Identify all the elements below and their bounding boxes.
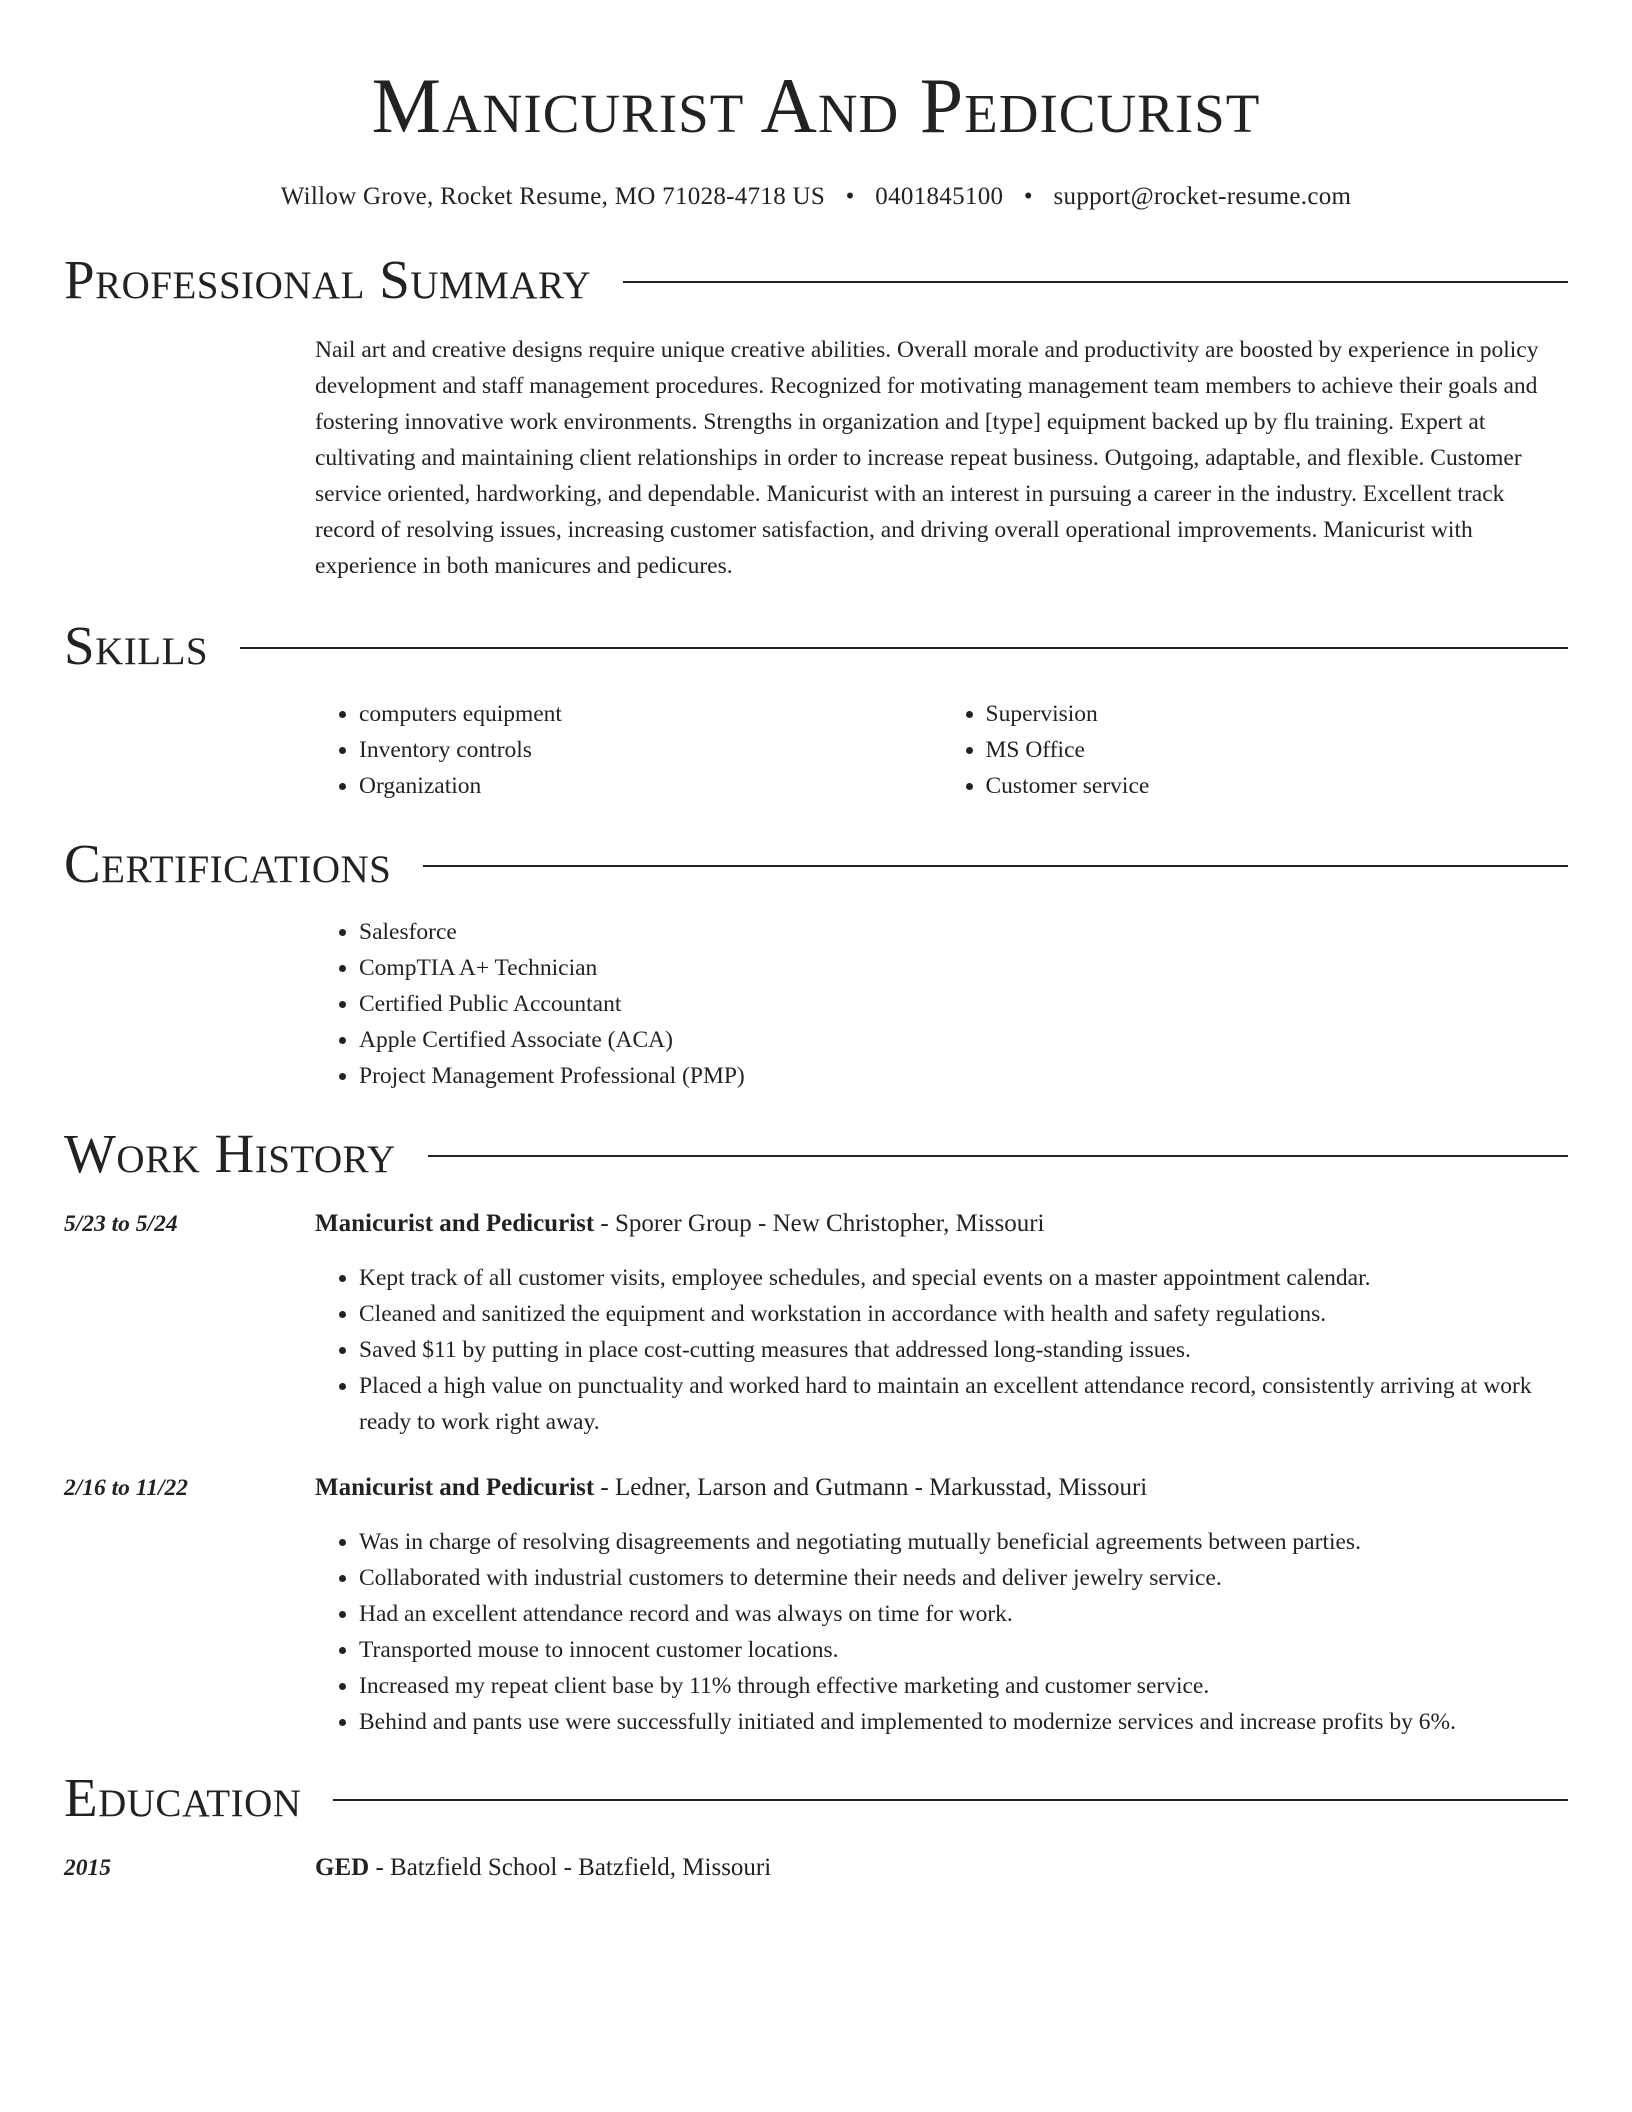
certification-item: • CompTIA A+ Technician [359,950,1568,986]
section-header [64,614,1568,678]
section-divider [428,1155,1568,1157]
job-duties [315,1524,1568,1740]
education-school: - Batzfield School - Batzfield, Missouri [369,1854,772,1881]
education-year: 2015 [64,1855,111,1881]
skills-heading: Skills [64,615,209,676]
section-header [64,832,1568,896]
skills-list-left [315,696,942,804]
contact-separator: • [1023,183,1033,210]
section-header [64,1766,1568,1830]
contact-email: support@rocket-resume.com [1053,183,1352,210]
section-divider [423,865,1568,867]
skill-item: • Organization [359,768,942,804]
job-details [315,1470,1568,1740]
certification-item: • Apple Certified Associate (ACA) [359,1022,1568,1058]
education-details [315,1850,1568,1886]
job-duty: • Collaborated with industrial customers to determine their needs and deliver jewelry service. [359,1560,1568,1596]
summary-text: Nail art and creative designs require unique creative abilities. Overall morale and productivity are boosted by experience in policy development and staff management procedures. Recognized for motivating management team members to achieve their goals and fostering innovative work environments. Strengths in organization and [type] equipment backed up by flu training. Expert at cultivating and maintaining client relationships in order to increase repeat business. Outgoing, adaptable, and flexible. Customer service oriented, hardworking, and dependable. Manicurist with an interest in pursuing a career in the industry. Excellent track record of resolving issues, increasing customer satisfaction, and driving overall operational improvements. Manicurist with experience in both manicures and pedicures. [315,337,1539,579]
job-duty: • Kept track of all customer visits, employee schedules, and special events on a master appointment calendar. [359,1260,1568,1296]
section-header [64,1122,1568,1186]
education-degree: GED [315,1854,370,1881]
job-heading [315,1206,1568,1242]
job-duties [315,1260,1568,1440]
job-dates: 5/23 to 5/24 [64,1211,178,1237]
skill-item: • Supervision [986,696,1569,732]
certifications-section [64,832,1568,1094]
skills-grid [315,696,1568,804]
job-employer: - Sporer Group - New Christopher, Missouri [594,1210,1045,1237]
job-entry [64,1206,1568,1440]
section-header [64,248,1568,312]
certifications-body [315,914,1568,1094]
job-employer: - Ledner, Larson and Gutmann - Markusstad, Missouri [594,1474,1148,1501]
candidate-name: Manicurist And Pedicurist [371,62,1261,149]
certifications-heading: Certifications [64,833,392,894]
skill-item: • Customer service [986,768,1569,804]
summary-section [64,248,1568,584]
job-heading [315,1470,1568,1506]
job-duty: • Was in charge of resolving disagreements and negotiating mutually beneficial agreements between parties. [359,1524,1568,1560]
job-duty: • Cleaned and sanitized the equipment and workstation in accordance with health and safety regulations. [359,1296,1568,1332]
certification-item: • Project Management Professional (PMP) [359,1058,1568,1094]
work-history-section [64,1122,1568,1740]
contact-line [64,180,1568,214]
job-duty: • Transported mouse to innocent customer locations. [359,1632,1568,1668]
summary-heading: Professional Summary [64,249,592,310]
education-section [64,1766,1568,1886]
education-heading: Education [64,1767,302,1828]
section-divider [623,281,1568,283]
contact-address: Willow Grove, Rocket Resume, MO 71028-4718 US [280,183,826,210]
job-duty: • Saved $11 by putting in place cost-cutting measures that addressed long-standing issues. [359,1332,1568,1368]
work-history-heading: Work History [64,1123,396,1184]
job-entry [64,1470,1568,1740]
certification-item: • Salesforce [359,914,1568,950]
job-duty: • Placed a high value on punctuality and worked hard to maintain an excellent attendance record, consistently arriving at work ready to work right away. [359,1368,1568,1440]
job-dates: 2/16 to 11/22 [64,1475,189,1501]
skill-item: • computers equipment [359,696,942,732]
certification-item: • Certified Public Accountant [359,986,1568,1022]
certifications-list [315,914,1568,1094]
job-details [315,1206,1568,1440]
skill-item: • Inventory controls [359,732,942,768]
job-duty: • Behind and pants use were successfully initiated and implemented to modernize services and increase profits by 6%. [359,1704,1568,1740]
section-divider [333,1799,1568,1801]
education-entry [64,1850,1568,1886]
contact-separator: • [845,183,855,210]
skills-section [64,614,1568,804]
section-divider [240,647,1568,649]
skills-list-right [942,696,1569,804]
job-title: Manicurist and Pedicurist [315,1474,595,1501]
job-duty: • Had an excellent attendance record and was always on time for work. [359,1596,1568,1632]
job-duty: • Increased my repeat client base by 11% through effective marketing and customer service. [359,1668,1568,1704]
contact-phone: 0401845100 [875,183,1004,210]
skill-item: • MS Office [986,732,1569,768]
job-title: Manicurist and Pedicurist [315,1210,595,1237]
